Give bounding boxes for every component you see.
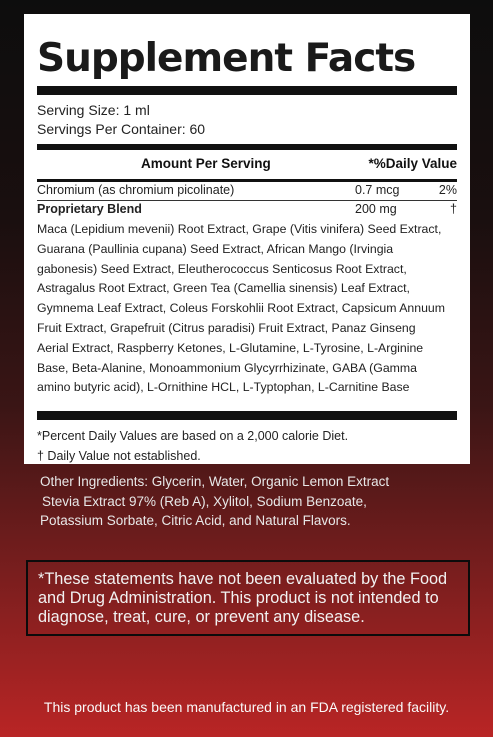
blend-ingredients — [37, 220, 457, 398]
divider-medium — [37, 144, 457, 150]
blend-line: Maca (Lepidium mevenii) Root Extract, Grape (Vitis vinifera) Seed Extract, — [37, 222, 442, 236]
servings-per-container: Servings Per Container: 60 — [37, 121, 206, 137]
nutrient-dv: † — [450, 202, 457, 216]
amount-per-serving-header: Amount Per Serving — [141, 156, 271, 171]
fda-disclaimer-box — [26, 560, 470, 636]
footnote-dagger: † Daily Value not established. — [37, 449, 201, 464]
nutrient-name: Proprietary Blend — [37, 202, 142, 216]
nutrient-name: Chromium (as chromium picolinate) — [37, 183, 235, 197]
nutrient-amount: 200 mg — [355, 202, 397, 216]
other-ingredients-line: Other Ingredients: Glycerin, Water, Organic Lemon Extract — [40, 474, 390, 489]
divider-thick — [37, 86, 457, 95]
other-ingredients-line: Potassium Sorbate, Citric Acid, and Natural Flavors. — [40, 513, 351, 528]
blend-line: Aerial Extract, Raspberry Ketones, L-Glutamine, L-Tyrosine, L-Arginine — [37, 340, 424, 355]
nutrient-row-proprietary-blend — [37, 201, 457, 219]
fda-disclaimer-text: *These statements have not been evaluated by the Food and Drug Administration. This product is not intended to diagnose, treat, cure, or prevent any disease. — [38, 570, 448, 626]
column-header — [37, 156, 457, 174]
blend-line: Guarana (Paullinia cupana) Seed Extract, African Mango (Irvingia — [37, 241, 394, 256]
serving-size: Serving Size: 1 ml — [37, 102, 150, 118]
divider-thick-bottom — [37, 411, 457, 420]
footnote-daily-value: *Percent Daily Values are based on a 2,000 calorie Diet. — [37, 429, 349, 444]
daily-value-header: *%Daily Value — [368, 156, 457, 171]
blend-line: Astragalus Root Extract, Green Tea (Camellia sinensis) Leaf Extract, — [37, 281, 410, 296]
blend-line: amino butyric acid), L-Ornithine HCL, L-Typtophan, L-Carnitine Base — [37, 380, 410, 395]
supplement-facts-panel — [24, 14, 470, 464]
blend-line: gabonesis) Seed Extract, Eleutherococcus Senticosus Root Extract, — [37, 261, 407, 276]
nutrient-dv: 2% — [438, 183, 457, 197]
blend-line: Gymnema Leaf Extract, Coleus Forskohlii Root Extract, Capsicum Annuum — [37, 301, 446, 316]
other-ingredients-line: Stevia Extract 97% (Reb A), Xylitol, Sodium Benzoate, — [42, 493, 367, 509]
nutrient-row-chromium — [37, 182, 457, 200]
blend-line: Fruit Extract, Grapefruit (Citrus paradisi) Fruit Extract, Panaz Ginseng — [37, 320, 416, 335]
nutrient-amount: 0.7 mcg — [355, 183, 400, 197]
manufacturing-statement: This product has been manufactured in an FDA registered facility. — [43, 699, 450, 715]
serving-info — [37, 101, 457, 139]
panel-title: Supplement Facts — [37, 36, 416, 81]
blend-line: Base, Beta-Alanine, Monoammonium Glycyrrhizinate, GABA (Gamma — [37, 360, 417, 375]
other-ingredients — [40, 472, 460, 531]
footnotes — [37, 426, 457, 466]
